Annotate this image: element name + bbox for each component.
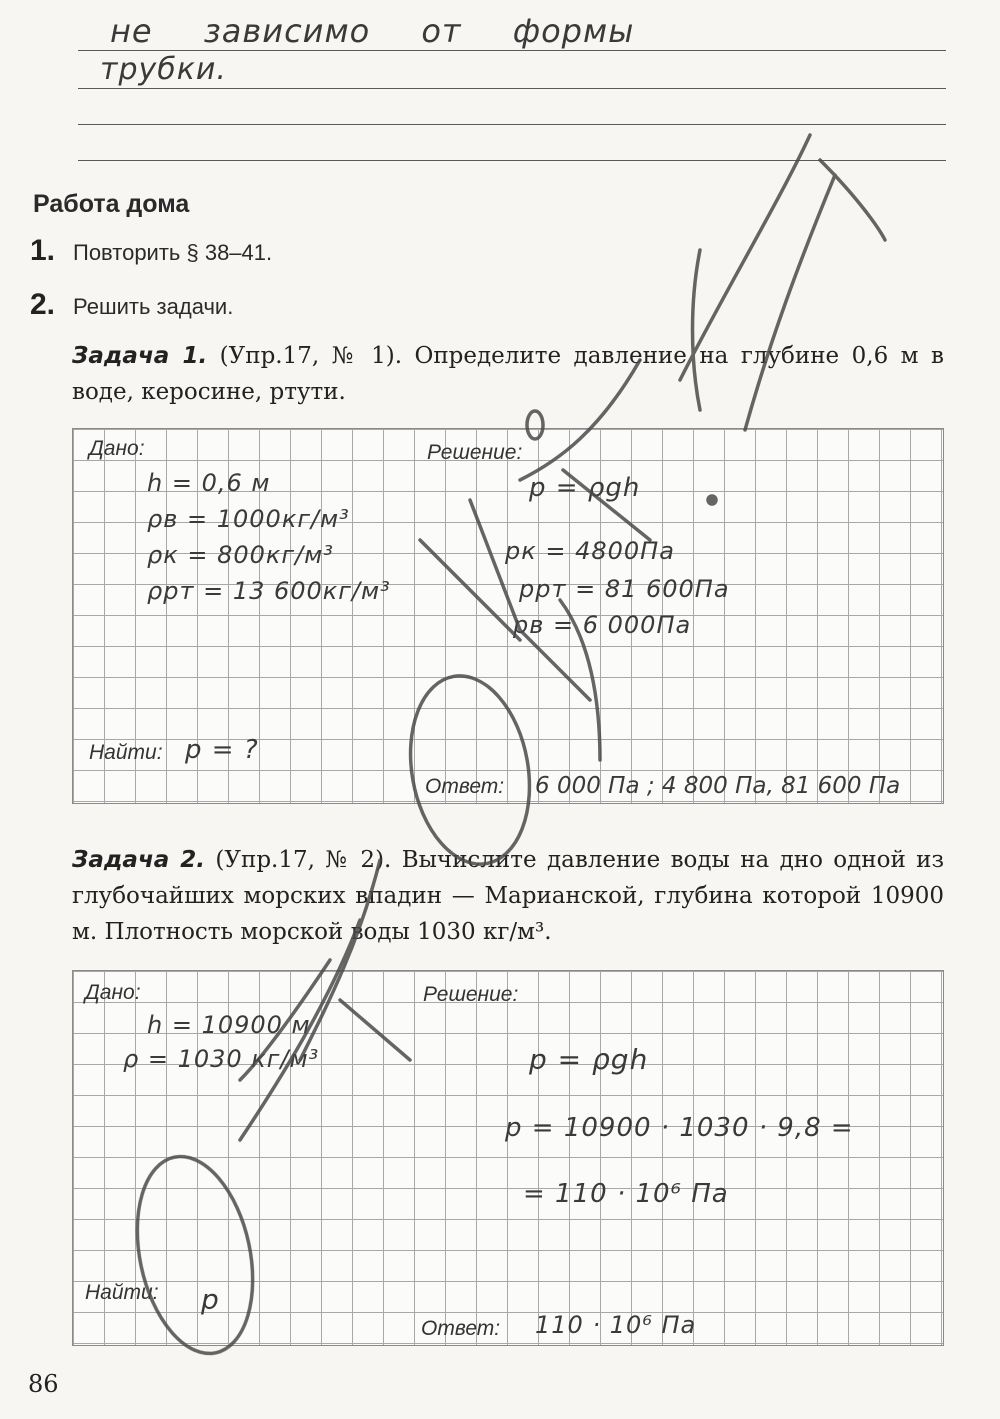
task-1-solution-3: pрт = 81 600Па bbox=[519, 575, 730, 603]
scribble-stroke bbox=[820, 160, 885, 240]
task-1-given-1: h = 0,6 м bbox=[147, 469, 271, 497]
task-1-text: (Упр.17, № 1). Определите давление на глубине 0,6 м в воде, керосине, ртути. bbox=[72, 343, 945, 405]
item-text-2: Решить задачи. bbox=[73, 294, 234, 319]
task-2-statement bbox=[72, 842, 944, 950]
task-1-statement bbox=[72, 338, 944, 410]
task-2-text: (Упр.17, № 2). Вычислите давление воды на дно одной из глубочайших морских впадин — Марианской, глубина которой 10900 м. Плотность морской воды 1030 кг/м³. bbox=[72, 847, 945, 945]
item-number-1: 1. bbox=[30, 234, 56, 267]
task-1-solution-1: p = ρgh bbox=[529, 473, 641, 503]
task-2-given-2: ρ = 1030 кг/м³ bbox=[123, 1045, 320, 1073]
task-2-solution-2: p = 10900 · 1030 · 9,8 = bbox=[505, 1113, 854, 1143]
item-number-2: 2. bbox=[30, 288, 56, 321]
task-1-grid bbox=[72, 428, 944, 804]
task-2-solution-3: = 110 · 10⁶ Па bbox=[523, 1179, 729, 1209]
task-2-find-label: Найти: bbox=[85, 1281, 159, 1304]
task-2-solution-label: Решение: bbox=[423, 983, 519, 1006]
item-text-1: Повторить § 38–41. bbox=[73, 240, 273, 265]
section-title: Работа дома bbox=[33, 190, 190, 218]
task-1-answer-label: Ответ: bbox=[425, 775, 505, 798]
task-1-solution-2: pк = 4800Па bbox=[505, 537, 675, 565]
ruled-line bbox=[78, 88, 946, 89]
page-number: 86 bbox=[28, 1370, 59, 1398]
task-1-given-2: ρв = 1000кг/м³ bbox=[147, 505, 350, 533]
task-1-given-3: ρк = 800кг/м³ bbox=[147, 541, 334, 569]
handwritten-note-line-1: не зависимо от формы bbox=[110, 12, 635, 50]
task-1-label: Задача 1. bbox=[72, 343, 208, 369]
ruled-line bbox=[78, 50, 946, 51]
task-2-given-1: h = 10900 м bbox=[147, 1011, 311, 1039]
handwritten-note-line-2: трубки. bbox=[100, 52, 227, 87]
task-1-find-label: Найти: bbox=[89, 741, 163, 764]
task-2-label: Задача 2. bbox=[72, 847, 206, 873]
task-2-answer-label: Ответ: bbox=[421, 1317, 501, 1340]
ruled-line bbox=[78, 124, 946, 125]
task-1-find-value: p = ? bbox=[185, 735, 259, 765]
task-1-given-label: Дано: bbox=[89, 437, 145, 460]
task-2-find-value: p bbox=[201, 1283, 220, 1316]
task-2-solution-1: p = ρgh bbox=[529, 1043, 649, 1076]
task-2-grid bbox=[72, 970, 944, 1346]
task-2-answer-value: 110 · 10⁶ Па bbox=[535, 1311, 697, 1339]
task-2-given-label: Дано: bbox=[85, 981, 141, 1004]
task-1-solution-label: Решение: bbox=[427, 441, 523, 464]
task-1-given-4: ρрт = 13 600кг/м³ bbox=[147, 577, 391, 605]
task-1-solution-4: pв = 6 000Па bbox=[513, 611, 692, 639]
ruled-line bbox=[78, 160, 946, 161]
task-1-answer-value: 6 000 Па ; 4 800 Па, 81 600 Па bbox=[535, 773, 901, 799]
